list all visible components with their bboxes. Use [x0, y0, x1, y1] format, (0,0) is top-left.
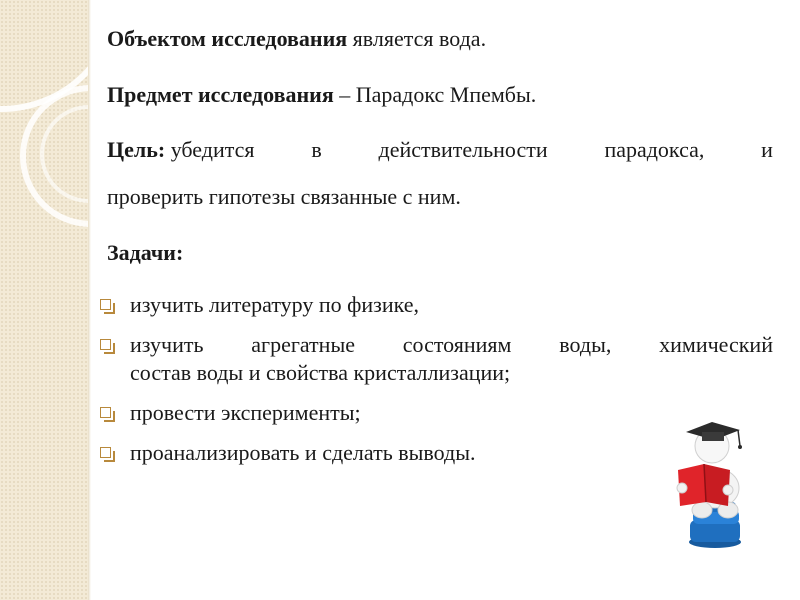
object-label: Объектом исследования	[107, 26, 348, 51]
goal-word: в	[311, 137, 322, 162]
decorative-sidebar	[0, 0, 88, 600]
task-text: провести эксперименты;	[130, 400, 361, 425]
task-item	[100, 291, 773, 319]
subject-label: Предмет исследования	[107, 82, 334, 107]
object-line	[107, 26, 773, 52]
task-text-line2: состав воды и свойства кристаллизации;	[130, 360, 511, 385]
goal-word: убедится	[170, 137, 255, 162]
square-bullet-icon	[100, 407, 112, 419]
subject-line	[107, 82, 773, 108]
task-text: проанализировать и сделать выводы.	[130, 440, 476, 465]
square-bullet-icon	[100, 447, 112, 459]
goal-word: и	[761, 137, 773, 162]
goal-line-2: проверить гипотезы связанные с ним.	[107, 184, 461, 209]
square-bullet-icon	[100, 299, 112, 311]
sidebar-edge	[88, 0, 91, 600]
tasks-heading: Задачи:	[107, 240, 184, 265]
student-reading-icon	[660, 410, 770, 550]
square-bullet-icon	[100, 339, 112, 351]
task-word: химический	[659, 332, 773, 357]
task-word: состояниям	[402, 332, 512, 357]
goal-word: парадокса,	[604, 137, 705, 162]
goal-label: Цель:	[107, 137, 166, 162]
task-word: изучить	[130, 332, 204, 357]
task-word: воды,	[559, 332, 612, 357]
subject-text: – Парадокс Мпембы.	[333, 82, 537, 107]
task-text: изучить литературу по физике,	[130, 292, 420, 317]
task-item	[100, 331, 773, 387]
goal-line-1	[107, 137, 773, 163]
object-text: является вода.	[347, 26, 487, 51]
goal-word: действительности	[378, 137, 548, 162]
task-word: агрегатные	[251, 332, 355, 357]
